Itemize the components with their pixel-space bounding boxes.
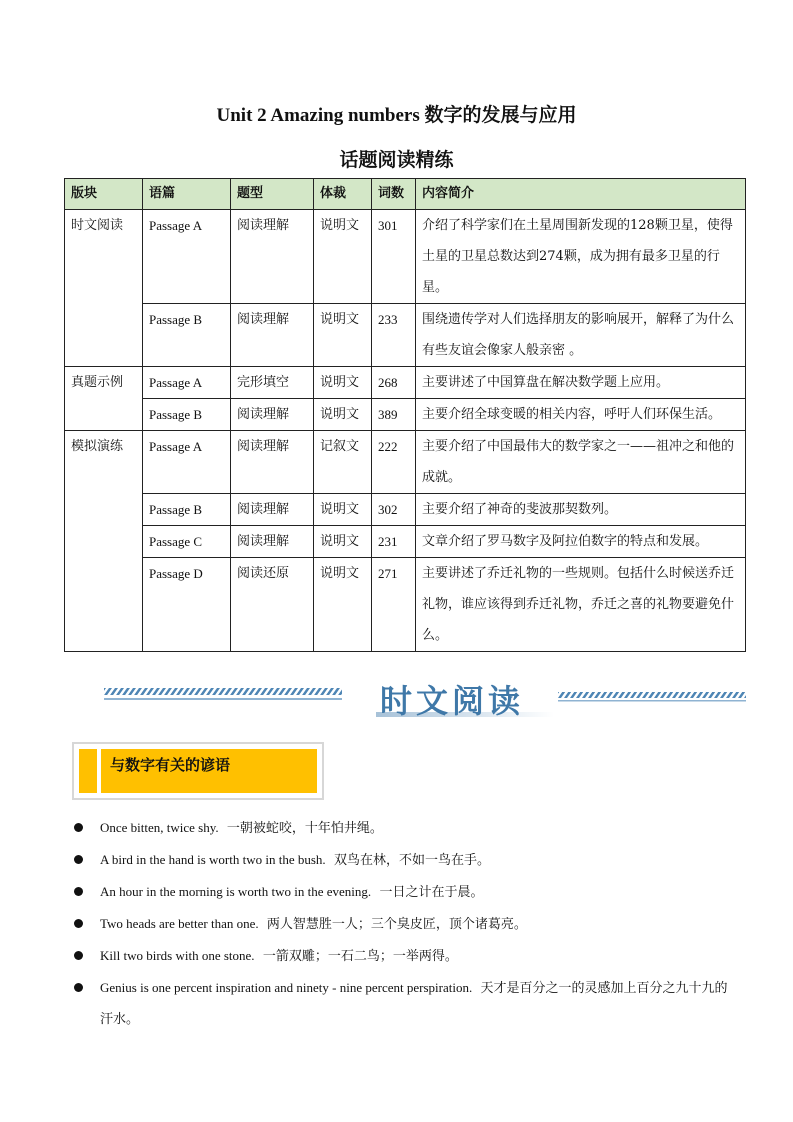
proverb-list (74, 812, 734, 1035)
proverb-zh: 一日之计在于晨。 (379, 885, 484, 900)
right-stripe-decoration (558, 692, 746, 702)
header-cell: 体裁 (314, 179, 372, 210)
bullet-icon (74, 855, 83, 864)
passage-cell: Passage B (143, 494, 231, 526)
section-banner (104, 678, 746, 728)
genre-cell: 记叙文 (314, 431, 372, 494)
passage-cell: Passage B (143, 304, 231, 367)
words-cell: 231 (372, 526, 416, 558)
words-cell: 222 (372, 431, 416, 494)
passage-cell: Passage D (143, 558, 231, 652)
header-cell: 版块 (65, 179, 143, 210)
type-cell: 阅读理解 (231, 431, 314, 494)
proverb-en: Kill two birds with one stone. (100, 948, 255, 963)
table-row (65, 494, 746, 526)
words-cell: 271 (372, 558, 416, 652)
proverb-en: Genius is one percent inspiration and ninety - nine percent perspiration. (100, 980, 473, 995)
genre-cell: 说明文 (314, 367, 372, 399)
proverb-en: A bird in the hand is worth two in the bush. (100, 852, 326, 867)
list-item (74, 940, 734, 972)
section-heading-box (72, 742, 324, 800)
type-cell: 阅读理解 (231, 304, 314, 367)
bullet-icon (74, 951, 83, 960)
summary-cell: 文章介绍了罗马数字及阿拉伯数字的特点和发展。 (416, 526, 746, 558)
bullet-icon (74, 887, 83, 896)
section-heading-label: 与数字有关的谚语 (110, 756, 231, 774)
genre-cell: 说明文 (314, 558, 372, 652)
genre-cell: 说明文 (314, 210, 372, 304)
passage-cell: Passage B (143, 399, 231, 431)
page-title: Unit 2 Amazing numbers 数字的发展与应用 (216, 105, 577, 126)
words-cell: 302 (372, 494, 416, 526)
type-cell: 完形填空 (231, 367, 314, 399)
genre-cell: 说明文 (314, 399, 372, 431)
summary-cell: 主要介绍了神奇的斐波那契数列。 (416, 494, 746, 526)
table-row (65, 304, 746, 367)
proverb-zh: 一箭双雕；一石二鸟；一举两得。 (262, 949, 458, 964)
bullet-icon (74, 823, 83, 832)
table-row (65, 526, 746, 558)
section-cell: 模拟演练 (65, 431, 143, 652)
header-cell: 语篇 (143, 179, 231, 210)
table-row (65, 210, 746, 304)
list-item (74, 972, 734, 1035)
summary-cell: 主要介绍全球变暖的相关内容，呼吁人们环保生活。 (416, 399, 746, 431)
summary-cell: 围绕遗传学对人们选择朋友的影响展开，解释了为什么有些友谊会像家人般亲密 。 (416, 304, 746, 367)
list-item (74, 844, 734, 876)
passage-cell: Passage C (143, 526, 231, 558)
summary-cell: 主要讲述了乔迁礼物的一些规则。包括什么时候送乔迁礼物，谁应该得到乔迁礼物，乔迁之喜的礼物要避免什么。 (416, 558, 746, 652)
summary-cell: 介绍了科学家们在土星周围新发现的128颗卫星，使得土星的卫星总数达到274颗，成为拥有最多卫星的行星。 (416, 210, 746, 304)
proverb-zh: 双鸟在林，不如一鸟在手。 (333, 853, 490, 868)
words-cell: 233 (372, 304, 416, 367)
list-item (74, 876, 734, 908)
genre-cell: 说明文 (314, 526, 372, 558)
header-cell: 词数 (372, 179, 416, 210)
overview-table (64, 178, 746, 652)
type-cell: 阅读理解 (231, 494, 314, 526)
table-row (65, 367, 746, 399)
passage-cell: Passage A (143, 367, 231, 399)
table-header-row (65, 179, 746, 210)
proverb-zh: 两人智慧胜一人；三个臭皮匠，顶个诸葛亮。 (266, 917, 527, 932)
banner-title: 时文阅读 (380, 682, 525, 720)
table-row (65, 431, 746, 494)
proverb-zh: 一朝被蛇咬，十年怕井绳。 (226, 821, 383, 836)
type-cell: 阅读理解 (231, 526, 314, 558)
passage-cell: Passage A (143, 431, 231, 494)
type-cell: 阅读还原 (231, 558, 314, 652)
section-cell: 时文阅读 (65, 210, 143, 367)
words-cell: 389 (372, 399, 416, 431)
passage-cell: Passage A (143, 210, 231, 304)
proverb-zh: 天才是百分之一的灵感加上百分之九十九的汗水。 (100, 981, 728, 1027)
type-cell: 阅读理解 (231, 210, 314, 304)
section-heading-bar (97, 749, 101, 793)
summary-cell: 主要讲述了中国算盘在解决数学题上应用。 (416, 367, 746, 399)
header-cell: 内容简介 (416, 179, 746, 210)
table-row (65, 399, 746, 431)
proverb-en: Once bitten, twice shy. (100, 820, 219, 835)
proverb-en: An hour in the morning is worth two in the evening. (100, 884, 372, 899)
words-cell: 301 (372, 210, 416, 304)
words-cell: 268 (372, 367, 416, 399)
left-stripe-decoration (104, 688, 342, 700)
section-cell: 真题示例 (65, 367, 143, 431)
genre-cell: 说明文 (314, 494, 372, 526)
list-item (74, 908, 734, 940)
bullet-icon (74, 983, 83, 992)
bullet-icon (74, 919, 83, 928)
proverb-en: Two heads are better than one. (100, 916, 259, 931)
list-item (74, 812, 734, 844)
page-subtitle: 话题阅读精练 (339, 149, 454, 171)
summary-cell: 主要介绍了中国最伟大的数学家之一——祖冲之和他的成就。 (416, 431, 746, 494)
header-cell: 题型 (231, 179, 314, 210)
table-row (65, 558, 746, 652)
type-cell: 阅读理解 (231, 399, 314, 431)
genre-cell: 说明文 (314, 304, 372, 367)
